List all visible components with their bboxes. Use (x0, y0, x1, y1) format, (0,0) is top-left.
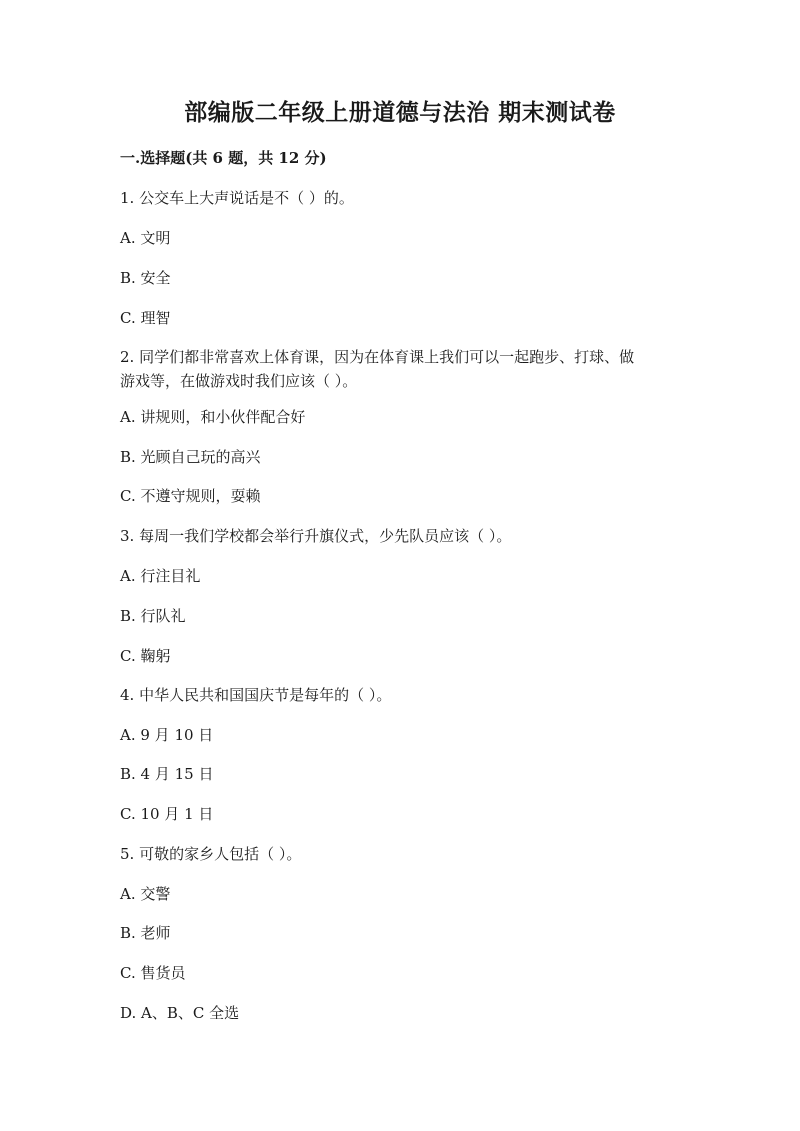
question-3-option-c: C. 鞠躬 (120, 647, 171, 665)
question-3-stem: 3. 每周一我们学校都会举行升旗仪式，少先队员应该（ ）。 (120, 527, 512, 545)
page-title: 部编版二年级上册道德与法治 期末测试卷 (184, 99, 616, 126)
section-heading: 一.选择题(共 6 题，共 12 分) (120, 149, 327, 167)
question-1-option-b: B. 安全 (120, 269, 171, 287)
question-4-option-b: B. 4 月 15 日 (120, 765, 214, 783)
question-5-option-d: D. A、B、C 全选 (120, 1004, 240, 1022)
question-1-stem: 1. 公交车上大声说话是不（ ）的。 (120, 189, 354, 207)
question-2-option-a: A. 讲规则，和小伙伴配合好 (120, 408, 306, 426)
question-2-option-b: B. 光顾自己玩的高兴 (120, 448, 261, 466)
question-5-stem: 5. 可敬的家乡人包括（ ）。 (120, 845, 302, 863)
question-2-stem-line-1: 2. 同学们都非常喜欢上体育课，因为在体育课上我们可以一起跑步、打球、做 (120, 348, 635, 366)
question-3-option-a: A. 行注目礼 (120, 567, 201, 585)
question-4-option-a: A. 9 月 10 日 (120, 726, 214, 744)
question-1-option-c: C. 理智 (120, 309, 171, 327)
question-2-stem-line-2: 游戏等，在做游戏时我们应该（ ）。 (120, 372, 358, 390)
question-5-option-b: B. 老师 (120, 924, 171, 942)
question-2-option-c: C. 不遵守规则，耍赖 (120, 487, 261, 505)
question-5-option-a: A. 交警 (120, 885, 171, 903)
question-4-option-c: C. 10 月 1 日 (120, 805, 214, 823)
question-5-option-c: C. 售货员 (120, 964, 186, 982)
question-3-option-b: B. 行队礼 (120, 607, 186, 625)
question-1-option-a: A. 文明 (120, 229, 171, 247)
question-4-stem: 4. 中华人民共和国国庆节是每年的（ ）。 (120, 686, 392, 704)
